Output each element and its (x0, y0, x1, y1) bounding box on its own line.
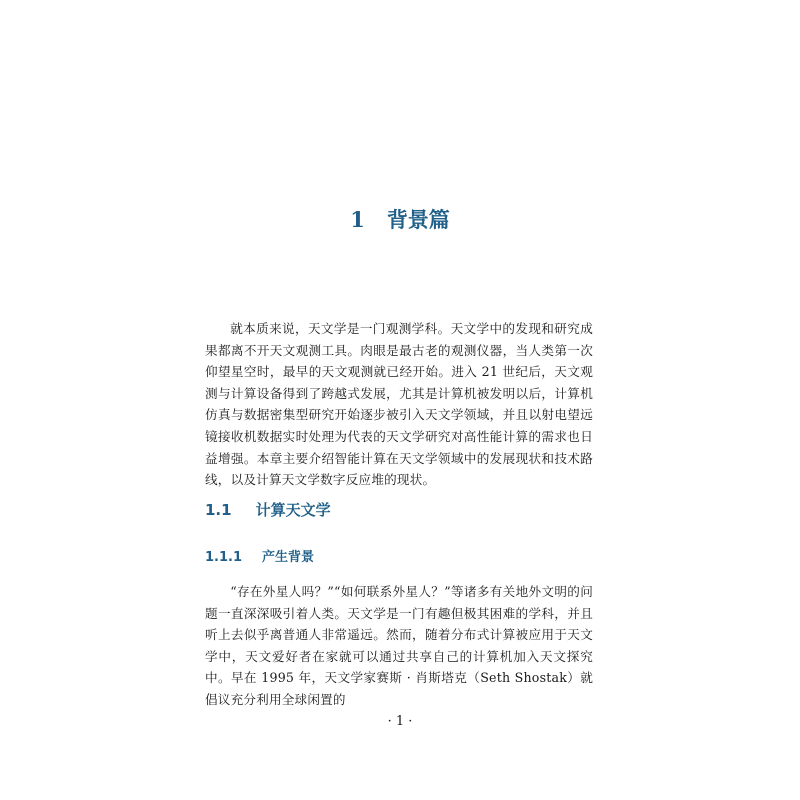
subsection-title: 产生背景 (262, 550, 315, 565)
section-number: 1.1 (205, 501, 232, 519)
subsection-heading (205, 547, 314, 569)
section-title: 计算天文学 (255, 501, 331, 519)
intro-paragraph: 就本质来说，天文学是一门观测学科。天文学中的发现和研究成果都离不开天文观测工具。肉眼是最古老的观测仪器，当人类第一次仰望星空时，最早的天文观测就已经开始。进入 21 世纪后，天文观测与计算设备得到了跨越式发展，尤其是计算机被发明以后，计算机仿真与数据密集型研究开始逐步被引入天文学领域，并且以射电望远镜接收机数据实时处理为代表的天文学研究对高性能计算的需求也日益增强。本章主要介绍智能计算在天文学领域中的发展现状和技术路线，以及计算天文学数字反应堆的现状。 (205, 321, 593, 488)
chapter-title-text: 背景篇 (386, 207, 450, 232)
section-heading (205, 498, 331, 522)
subsection-number: 1.1.1 (205, 550, 243, 565)
page-number: · 1 · (387, 714, 413, 729)
chapter-number: 1 (350, 207, 365, 232)
chapter-title (0, 203, 800, 237)
body-paragraph: “存在外星人吗？”“如何联系外星人？”等诸多有关地外文明的问题一直深深吸引着人类。天文学是一门有趣但极其困难的学科，并且听上去似乎离普通人非常遥远。然而，随着分布式计算被应用于天文学中，天文爱好者在家就可以通过共享自己的计算机加入天文探究中。早在 1995 年，天文学家赛斯 · 肖斯塔克（Seth Shostak）就倡议充分利用全球闲置的 (205, 584, 593, 707)
